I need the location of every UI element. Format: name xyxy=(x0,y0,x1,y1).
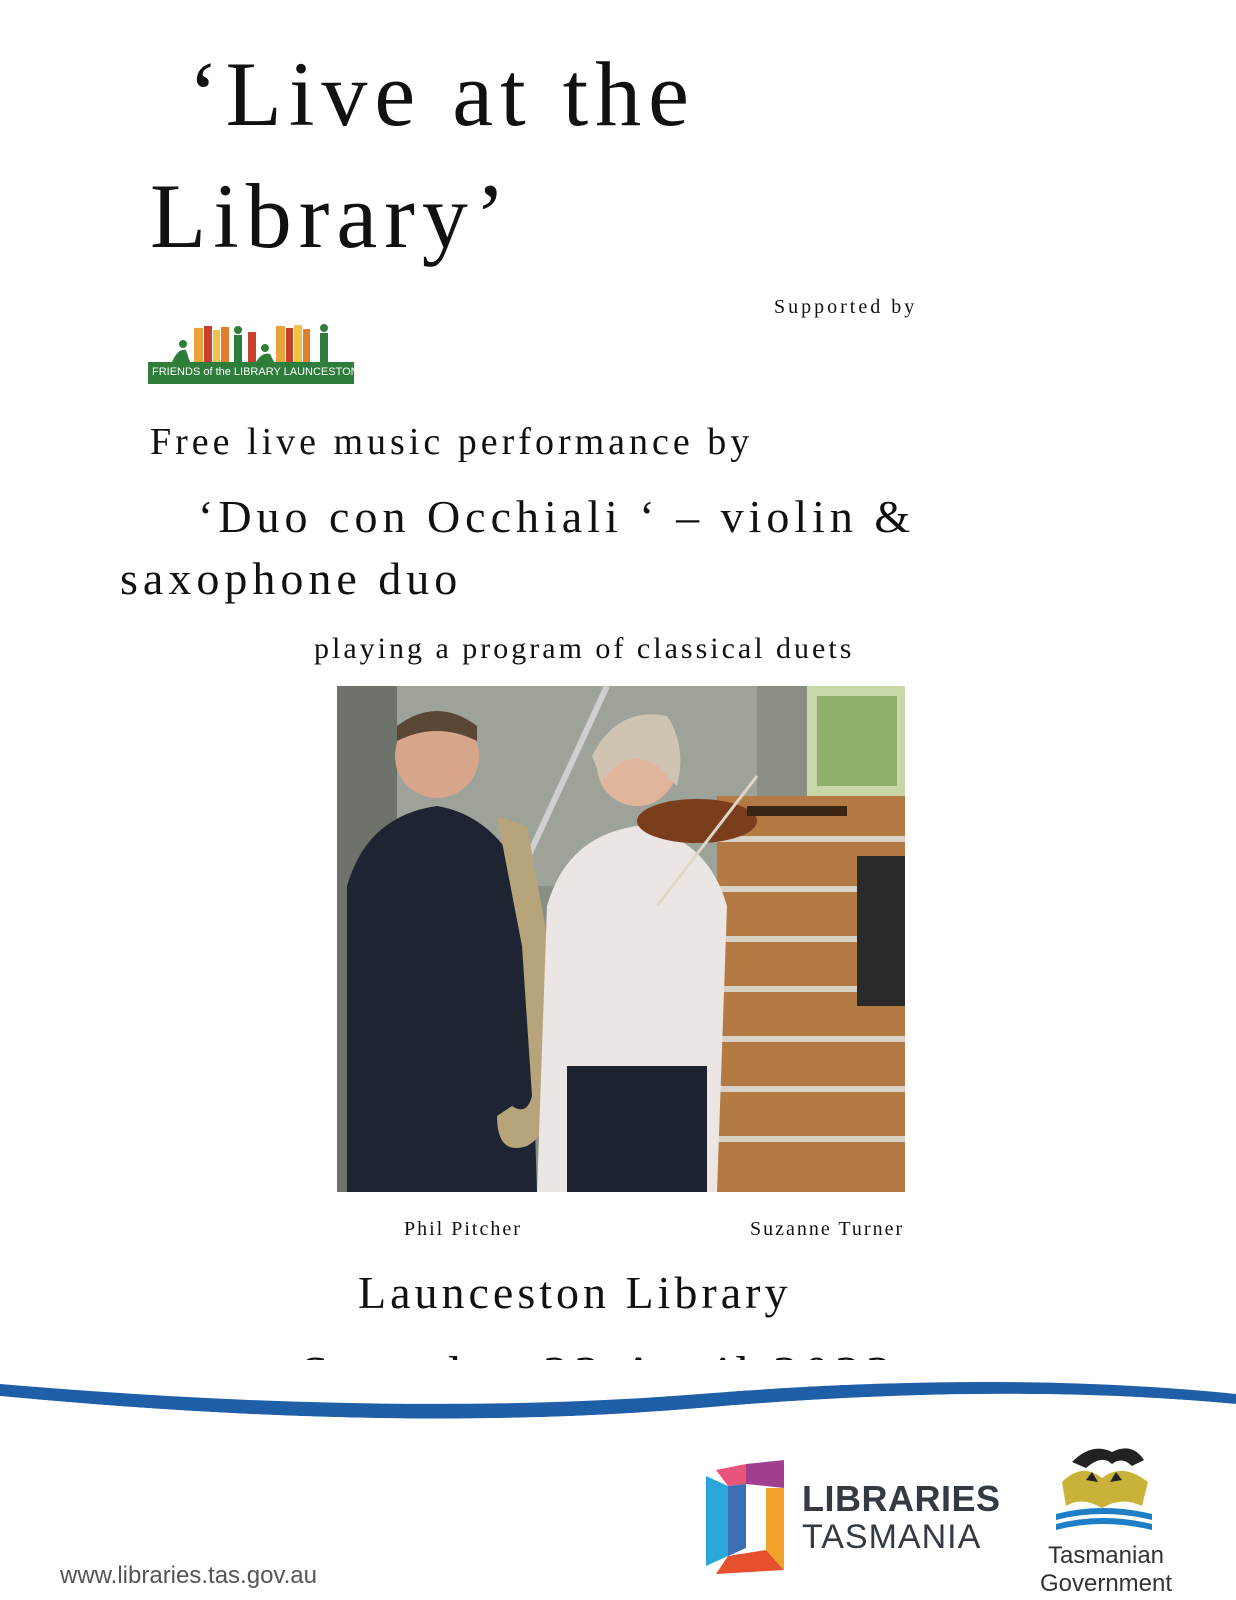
intro-text: Free live music performance by xyxy=(150,421,754,463)
performers-photo xyxy=(337,686,905,1192)
performer-name-right: Suzanne Turner xyxy=(750,1218,905,1240)
ensemble-line-1: ‘Duo con Occhiali ‘ – violin & xyxy=(198,491,916,542)
libraries-website-link[interactable]: www.libraries.tas.gov.au xyxy=(60,1562,317,1589)
ensemble-line-2: saxophone duo xyxy=(120,553,463,604)
program-description: playing a program of classical duets xyxy=(314,632,855,665)
performer-name-left: Phil Pitcher xyxy=(404,1218,522,1240)
tasmanian-government-text-line-2: Government xyxy=(1039,1570,1173,1597)
supported-by-label: Supported by xyxy=(774,296,918,318)
libraries-tasmania-text-line-2: TASMANIA xyxy=(802,1518,982,1556)
footer-wave xyxy=(0,1360,1236,1460)
footer-wave-graphic xyxy=(0,1360,1236,1460)
friends-of-the-library-logo xyxy=(148,322,359,384)
performers-photo-graphic xyxy=(337,686,905,1192)
tasmanian-government-crest-icon xyxy=(1052,1442,1156,1540)
tasmanian-government-crest xyxy=(1052,1442,1156,1540)
libraries-tasmania-text-line-1: LIBRARIES xyxy=(802,1478,1001,1519)
libraries-tasmania-mark xyxy=(706,1460,786,1574)
tasmanian-government-text-line-1: Tasmanian xyxy=(1047,1542,1165,1569)
friends-logo-text: FRIENDS of the LIBRARY LAUNCESTON xyxy=(152,366,359,378)
libraries-tasmania-logo-icon xyxy=(706,1460,786,1574)
poster-title-line-1: ‘Live at the xyxy=(188,43,697,145)
venue-name: Launceston Library xyxy=(358,1267,792,1318)
poster-title-line-2: Library’ xyxy=(150,165,513,267)
